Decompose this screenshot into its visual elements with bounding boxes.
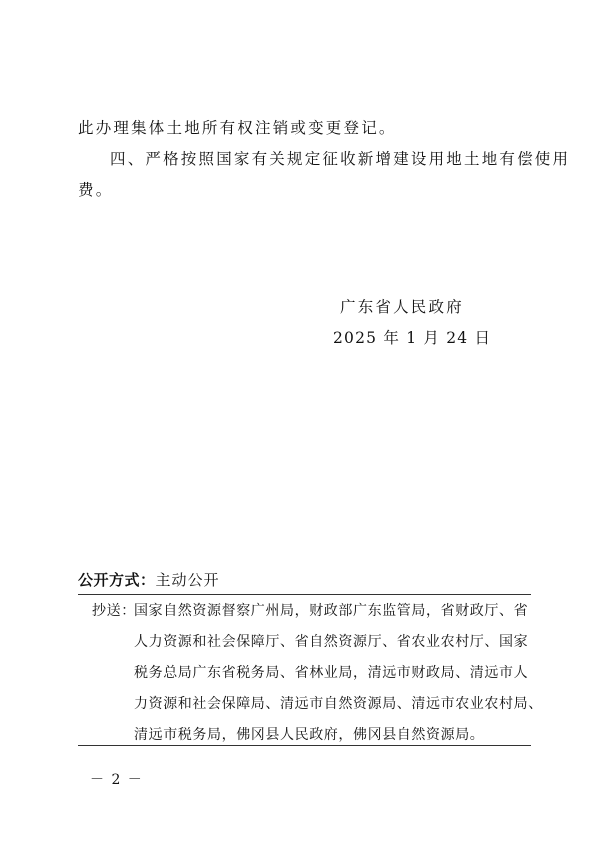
cc-line-5: 清远市税务局，佛冈县人民政府，佛冈县自然资源局。 xyxy=(134,727,485,743)
disclosure-row xyxy=(78,570,220,590)
cc-bottom-rule xyxy=(78,745,531,746)
disclosure-value: 主动公开 xyxy=(155,571,220,589)
page-number: － 2 － xyxy=(90,772,144,788)
body-paragraph-2-line-1: 四、严格按照国家有关规定征收新增建设用地土地有偿使用 xyxy=(110,150,571,168)
cc-line-1: 国家自然资源督察广州局，财政部广东监管局，省财政厅、省 xyxy=(134,603,529,619)
disclosure-label: 公开方式： xyxy=(78,571,156,589)
cc-top-rule xyxy=(78,594,531,595)
signature-date: 2025 年 1 月 24 日 xyxy=(333,329,492,347)
body-paragraph-1-line-1: 此办理集体土地所有权注销或变更登记。 xyxy=(78,119,397,137)
cc-line-2: 人力资源和社会保障厅、省自然资源厅、省农业农村厅、国家 xyxy=(134,634,529,650)
cc-label: 抄送： xyxy=(92,603,136,619)
signature-organization: 广东省人民政府 xyxy=(340,298,464,316)
cc-line-3: 税务总局广东省税务局、省林业局，清远市财政局、清远市人 xyxy=(134,665,529,681)
body-paragraph-2-line-2: 费。 xyxy=(78,181,114,199)
cc-line-4: 力资源和社会保障局、清远市自然资源局、清远市农业农村局、 xyxy=(134,696,543,712)
